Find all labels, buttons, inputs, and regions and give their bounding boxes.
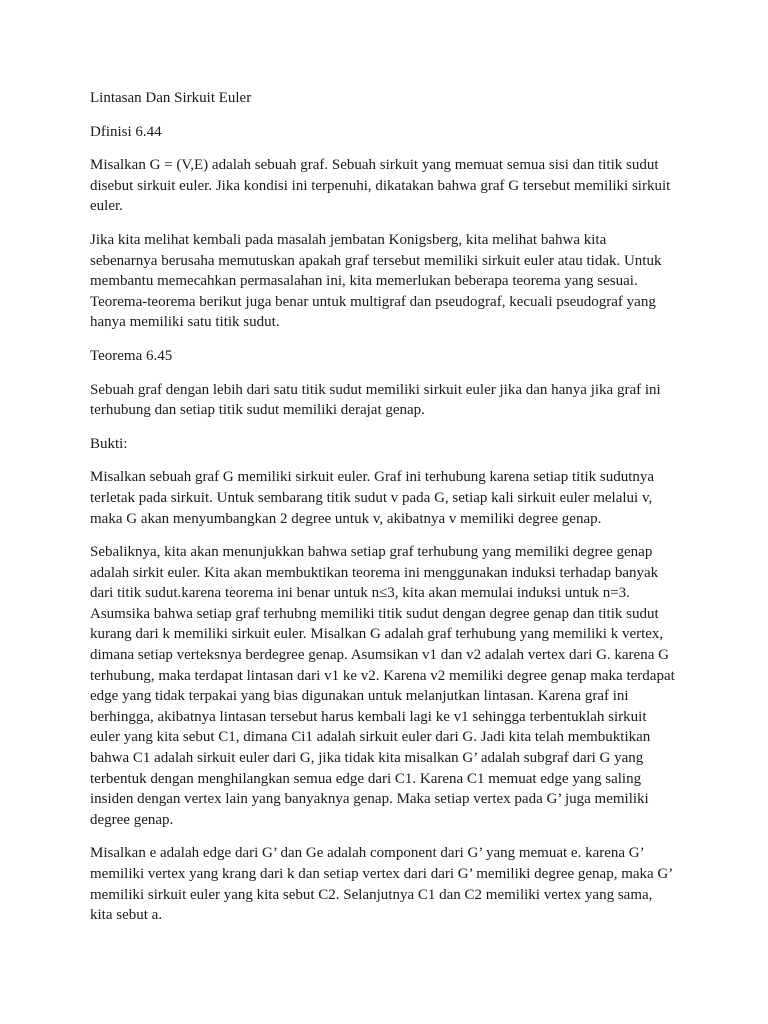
proof-paragraph-3: Misalkan e adalah edge dari G’ dan Ge adalah component dari G’ yang memuat e. karena G’ memiliki vertex yang krang dari k dan setiap vertex dari dari G’ memiliki degree genap, maka G’ memiliki sirkuit euler yang kita sebut C2. Selanjutnya C1 dan C2 memiliki vertex yang sama, kita sebut a. — [90, 845, 674, 924]
proof-heading: Bukti: — [90, 435, 128, 452]
section-title: Lintasan Dan Sirkuit Euler — [90, 90, 252, 106]
theorem-paragraph: Sebuah graf dengan lebih dari satu titik sudut memiliki sirkuit euler jika dan hanya jika graf ini terhubung dan setiap titik sudut memiliki derajat genap. — [90, 381, 661, 419]
konigsberg-paragraph: Jika kita melihat kembali pada masalah jembatan Konigsberg, kita melihat bahwa kita sebenarnya berusaha memutuskan apakah graf tersebut memiliki sirkuit euler atau tidak. Untuk membantu memecahkan permasalahan ini, kita memerlukan beberapa teorema yang sesuai. Teorema-teorema berikut juga benar untuk multigraf dan pseudograf, kecuali pseudograf yang hanya memiliki satu titik sudut. — [90, 231, 662, 331]
proof-paragraph-1: Misalkan sebuah graf G memiliki sirkuit euler. Graf ini terhubung karena setiap titik sudutnya terletak pada sirkuit. Untuk sembarang titik sudut v pada G, setiap kali sirkuit euler melalui v, maka G akan menyumbangkan 2 degree untuk v, akibatnya v memiliki degree genap. — [90, 469, 655, 527]
definition-heading: Dfinisi 6.44 — [90, 123, 162, 140]
theorem-heading: Teorema 6.45 — [90, 347, 173, 364]
definition-paragraph: Misalkan G = (V,E) adalah sebuah graf. Sebuah sirkuit yang memuat semua sisi dan titik sudut disebut sirkuit euler. Jika kondisi ini terpenuhi, dikatakan bahwa graf G tersebut memiliki sirkuit euler. — [90, 157, 671, 215]
proof-paragraph-2: Sebaliknya, kita akan menunjukkan bahwa setiap graf terhubung yang memiliki degree genap adalah sirkit euler. Kita akan membuktikan teorema ini menggunakan induksi terhadap banyak dari titik sudut.karena teorema ini benar untuk n≤3, kita akan memulai induksi untuk n=3. Asumsika bahwa setiap graf terhubng memiliki titik sudut dengan degree genap dan titik sudut kurang dari k memiliki sirkuit euler. Misalkan G adalah graf terhubung yang memiliki k vertex, dimana setiap verteksnya berdegree genap. Asumsikan v1 dan v2 adalah vertex dari G. karena G terhubung, maka terdapat lintasan dari v1 ke v2. Karena v2 memiliki degree genap maka terdapat edge yang tidak terpakai yang bias digunakan untuk melanjutkan lintasan. Karena graf ini berhingga, akibatnya lintasan tersebut harus kembali lagi ke v1 sehingga terbentuklah sirkuit euler yang kita sebut C1, dimana Ci1 adalah sirkuit euler dari G. Jadi kita telah membuktikan bahwa C1 adalah sirkuit euler dari G, jika tidak kita misalkan G’ adalah subgraf dari G yang terbentuk dengan menghilangkan semua edge dari C1. Karena C1 memuat edge yang saling insiden dengan vertex lain yang banyaknya genap. Maka setiap vertex pada G’ juga memiliki degree genap. — [90, 544, 675, 828]
